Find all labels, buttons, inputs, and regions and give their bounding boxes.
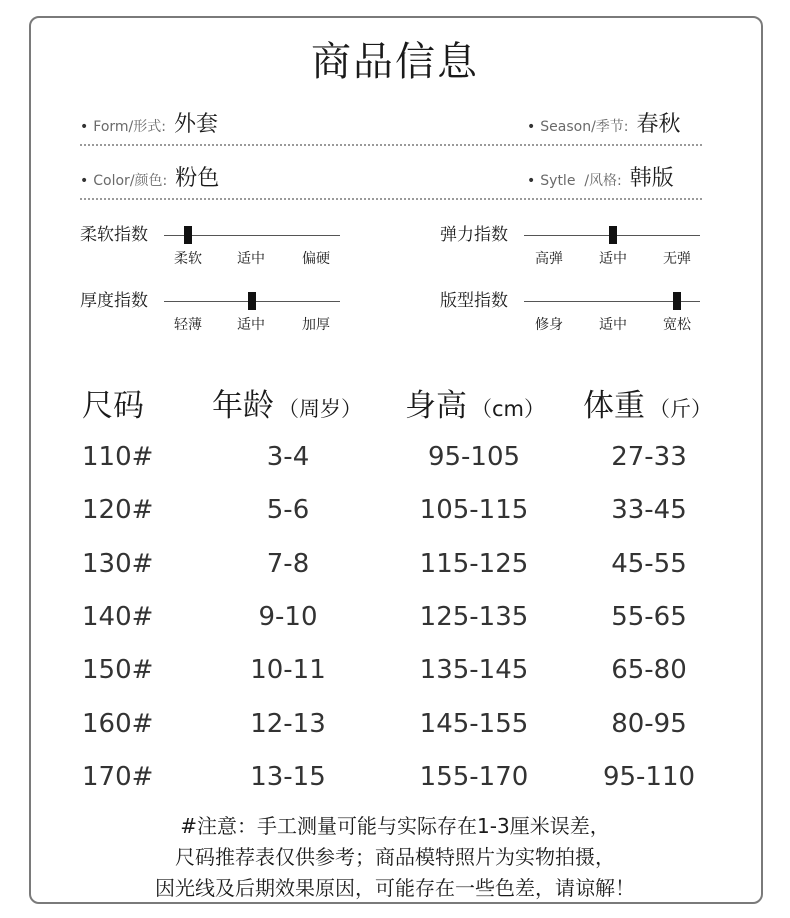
- age-cell: 13-15: [250, 762, 326, 792]
- slider-knob: [673, 292, 681, 310]
- page-title: 商品信息: [311, 39, 479, 85]
- slider-label: 版型指数: [440, 291, 508, 311]
- size-cell: 150#: [82, 655, 154, 685]
- bullet-icon: •: [80, 119, 89, 135]
- weight-cell: 80-95: [611, 709, 687, 739]
- attr-form: [80, 110, 218, 140]
- attr-form-key: Form/形式:: [93, 119, 166, 135]
- slider-tick-label: 加厚: [302, 317, 330, 333]
- height-cell: 145-155: [419, 709, 529, 739]
- attr-season: [527, 110, 681, 140]
- age-cell: 12-13: [250, 709, 326, 739]
- age-cell: 9-10: [258, 602, 318, 632]
- size-cell: 160#: [82, 709, 154, 739]
- header-weight-label: 体重: [583, 388, 645, 424]
- dotted-divider: [80, 144, 702, 146]
- attr-color: [80, 164, 219, 194]
- header-height: [405, 384, 545, 428]
- slider-knob: [248, 292, 256, 310]
- note-line-3: 因光线及后期效果原因，可能存在一些色差，请谅解！: [155, 876, 635, 900]
- age-cell: 7-8: [266, 549, 310, 579]
- size-cell: 120#: [82, 495, 154, 525]
- size-cell: 130#: [82, 549, 154, 579]
- slider-label: 弹力指数: [440, 225, 508, 245]
- attr-season-key: Season/季节:: [540, 119, 629, 135]
- slider-tick-label: 高弹: [535, 251, 563, 267]
- height-cell: 135-145: [419, 655, 529, 685]
- slider-tick-label: 适中: [237, 251, 265, 267]
- slider-tick-label: 轻薄: [174, 317, 202, 333]
- slider-label: 柔软指数: [80, 225, 148, 245]
- header-height-unit: （cm）: [471, 397, 546, 421]
- height-cell: 125-135: [419, 602, 529, 632]
- slider-tick-label: 适中: [599, 317, 627, 333]
- attr-style-key: Sytle /风格:: [540, 173, 622, 189]
- attr-season-value: 春秋: [636, 112, 681, 137]
- header-weight: [583, 384, 712, 428]
- height-cell: 115-125: [419, 549, 529, 579]
- age-cell: 3-4: [266, 442, 310, 472]
- height-cell: 105-115: [419, 495, 529, 525]
- header-age-label: 年龄: [212, 388, 274, 424]
- size-cell: 110#: [82, 442, 154, 472]
- slider-knob: [609, 226, 617, 244]
- weight-cell: 27-33: [611, 442, 687, 472]
- note-line-1: #注意：手工测量可能与实际存在1-3厘米误差，: [180, 814, 610, 838]
- header-age: [212, 384, 362, 428]
- header-weight-unit: （斤）: [649, 397, 712, 421]
- weight-cell: 65-80: [611, 655, 687, 685]
- weight-cell: 55-65: [611, 602, 687, 632]
- height-cell: 95-105: [427, 442, 521, 472]
- size-cell: 170#: [82, 762, 154, 792]
- slider-tick-label: 适中: [599, 251, 627, 267]
- height-cell: 155-170: [419, 762, 529, 792]
- attr-color-value: 粉色: [175, 166, 220, 191]
- slider-knob: [184, 226, 192, 244]
- slider-tick-label: 宽松: [663, 317, 691, 333]
- bullet-icon: •: [80, 173, 89, 189]
- slider-label: 厚度指数: [80, 291, 148, 311]
- weight-cell: 95-110: [602, 762, 696, 792]
- bullet-icon: •: [527, 173, 536, 189]
- header-size-label: 尺码: [82, 388, 144, 424]
- header-height-label: 身高: [405, 388, 467, 424]
- age-cell: 10-11: [250, 655, 326, 685]
- slider-tick-label: 柔软: [174, 251, 202, 267]
- age-cell: 5-6: [266, 495, 310, 525]
- weight-cell: 33-45: [611, 495, 687, 525]
- slider-tick-label: 无弹: [663, 251, 691, 267]
- attr-style-value: 韩版: [629, 166, 674, 191]
- header-size: [82, 384, 144, 428]
- weight-cell: 45-55: [611, 549, 687, 579]
- slider-tick-label: 修身: [535, 317, 563, 333]
- size-cell: 140#: [82, 602, 154, 632]
- dotted-divider: [80, 198, 702, 200]
- bullet-icon: •: [527, 119, 536, 135]
- header-age-unit: （周岁）: [278, 397, 362, 421]
- note-line-2: 尺码推荐表仅供参考；商品模特照片为实物拍摄，: [175, 845, 615, 869]
- attr-style: [527, 164, 674, 194]
- attr-form-value: 外套: [173, 112, 218, 137]
- slider-tick-label: 适中: [237, 317, 265, 333]
- slider-tick-label: 偏硬: [302, 251, 330, 267]
- attr-color-key: Color/颜色:: [93, 173, 168, 189]
